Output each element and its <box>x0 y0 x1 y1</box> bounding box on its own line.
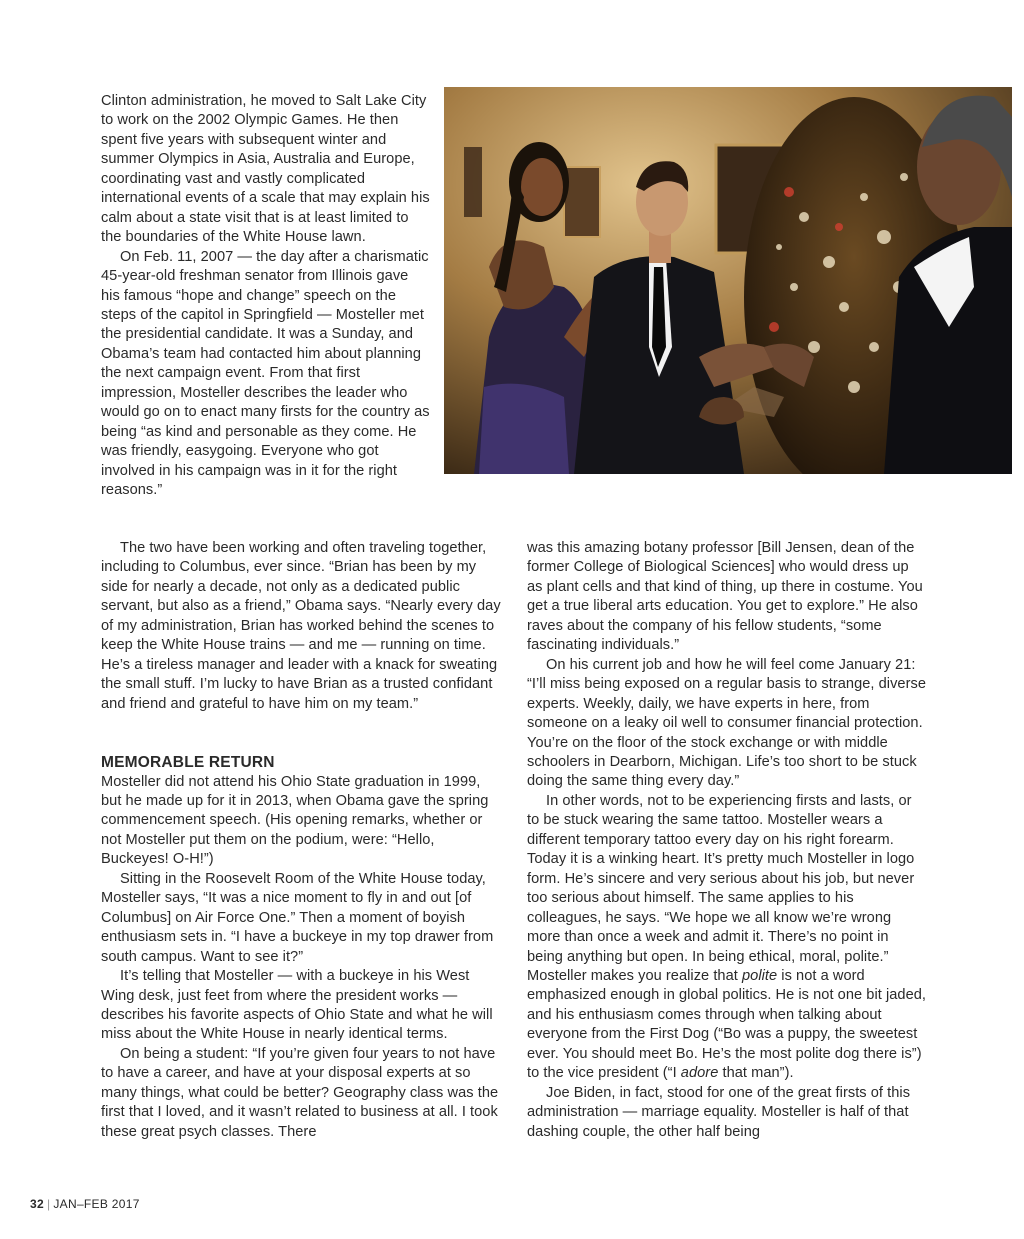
body-paragraph: was this amazing botany professor [Bill Jensen, dean of the former College of Biological Sciences] who would dress up as plant cells and that kind of thing, up there in costume. You get a true liberal arts education. You get to explore.” He also raves about the company of his fellow students, “some fascinating individuals.” <box>527 540 923 654</box>
body-paragraph: Clinton administration, he moved to Salt Lake City to work on the 2002 Olympic Games. He then spent five years with subsequent winter and summer Olympics in Asia, Australia and Europe, coordinating vast and vastly complicated international events of a scale that may explain his calm about a state visit that is at least limited to the boundaries of the White House lawn. <box>101 93 430 246</box>
body-paragraph: On his current job and how he will feel come January 21: “I’ll miss being exposed on a regular basis to strange, diverse experts. Weekly, daily, we have experts in here, from someone on a leaky oil well to consumer financial protection. You’re on the floor of the stock exchange or with middle schoolers in Dearborn, Michigan. Life’s too short to be stuck doing the same thing every day.” <box>527 656 927 790</box>
section-gap <box>101 714 503 753</box>
article-photo <box>444 87 1012 474</box>
photo-illustration <box>444 87 1012 474</box>
body-paragraph: Mosteller did not attend his Ohio State graduation in 1999, but he made up for it in 2013, when Obama gave the spring commencement speech. (His opening remarks, whether or not Mosteller put them on the podium, were: “Hello, Buckeyes! O-H!”) <box>101 773 489 868</box>
emphasis: polite <box>741 967 778 984</box>
page-number: 32 <box>30 1197 44 1211</box>
text-run: is not a word emphasized enough in global politics. He is not one bit jaded, and his enthusiasm comes through when talking about everyone from the First Dog (“Bo was a puppy, the sweetest ever. You should meet Bo. He’s the most polite dog there is”) to the vice president (“I <box>527 967 927 1082</box>
footer-separator: | <box>46 1197 51 1211</box>
text-run: In other words, not to be experiencing firsts and lasts, or to be stuck wearing the same tattoo. Mosteller wears a different temporary tattoo every day on his right forearm. Today it is a winking heart. It’s pretty much Mosteller in logo form. He’s sincere and very serious about his job, but never too serious about himself. The same applies to his colleagues, he says. “We hope we all know we’re wrong more than once a week and admit it. There’s no point in being anything but open. In being ethical, moral, polite.” Mosteller makes you realize that <box>527 792 915 984</box>
emphasis: adore <box>680 1065 719 1082</box>
body-paragraph: On being a student: “If you’re given four years to not have to have a career, and have at your disposal experts at so many things, what could be better? Geography class was the first that I loved, and it wasn’t related to business at all. I took these great psych classes. There <box>101 1045 499 1140</box>
body-paragraph: Sitting in the Roosevelt Room of the White House today, Mosteller says, “It was a nice moment to fly in and out [of Columbus] on Air Force One.” Then a moment of boyish enthusiasm sets in. “I have a buckeye in my top drawer from south campus. Want to see it?” <box>101 870 494 965</box>
page-footer <box>30 1197 140 1211</box>
body-paragraph: It’s telling that Mosteller — with a buckeye in his West Wing desk, just feet from where the president works — describes his favorite aspects of Ohio State and what he will miss about the White House in nearly identical terms. <box>101 968 493 1043</box>
column-2 <box>527 539 927 1142</box>
column-1-bottom <box>101 539 503 1142</box>
column-1-top <box>101 92 431 501</box>
section-heading: MEMORABLE RETURN <box>101 754 275 772</box>
body-paragraph: Joe Biden, in fact, stood for one of the great firsts of this administration — marriage equality. Mosteller is half of that dashing couple, the other half being <box>527 1084 911 1140</box>
body-paragraph: On Feb. 11, 2007 — the day after a charismatic 45-year-old freshman senator from Illinois gave his famous “hope and change” speech on the steps of the capitol in Springfield — Mosteller met the presidential candidate. It was a Sunday, and Obama’s team had contacted him about planning the next campaign event. From that first impression, Mosteller describes the leader who would go on to enact many firsts for the country as being “as kind and personable as they come. He was friendly, easygoing. Everyone who got involved in his campaign was in it for the right reasons.” <box>101 248 430 499</box>
body-paragraph <box>527 792 927 1084</box>
body-paragraph: The two have been working and often traveling together, including to Columbus, ever since. “Brian has been by my side for nearly a decade, not only as a dedicated public servant, but also as a friend,” Obama says. “Nearly every day of my administration, Brian has worked behind the scenes to keep the White House trains — and me — running on time. He’s a tireless manager and leader with a knack for sweating the small stuff. I’m lucky to have Brian as a trusted confidant and friend and grateful to have him on my team.” <box>101 540 501 712</box>
issue-date: JAN–FEB 2017 <box>53 1197 140 1211</box>
text-run: that man”). <box>718 1065 794 1082</box>
